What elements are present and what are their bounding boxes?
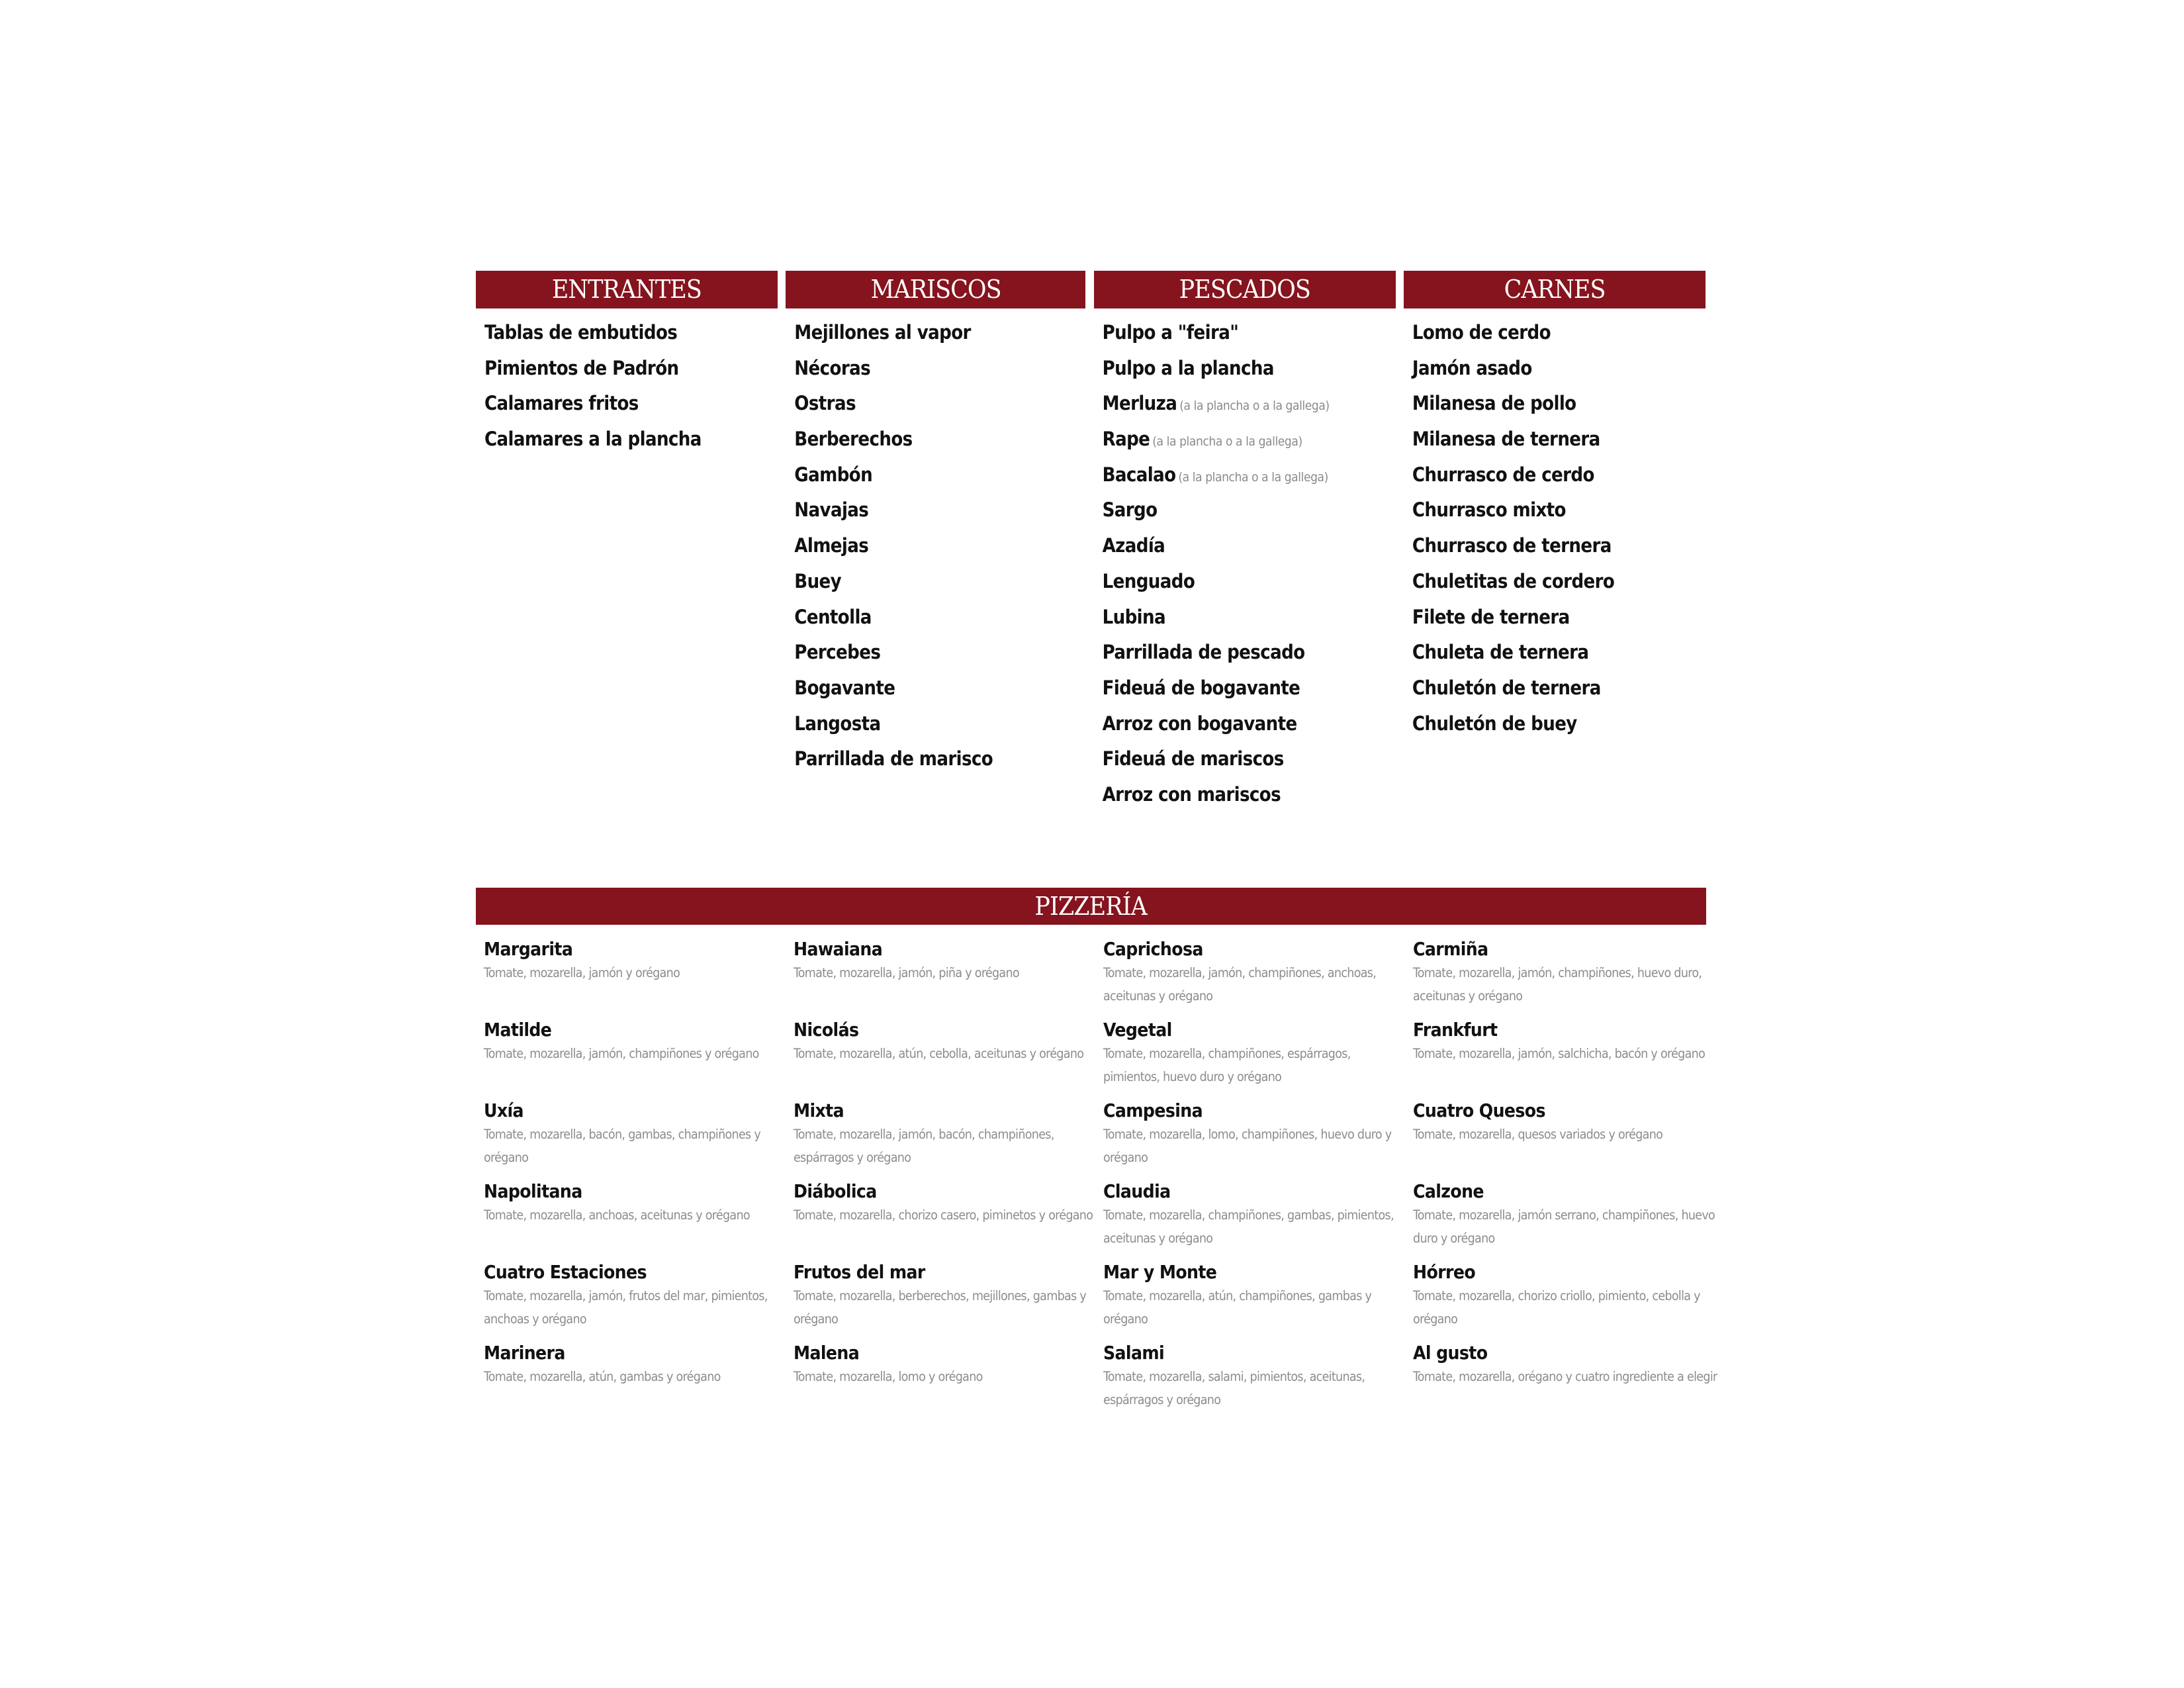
item-name: Langosta [794,712,881,735]
pizza-name: Caprichosa [1103,938,1203,960]
pizza-item [1095,1180,1405,1260]
item-name: Lenguado [1102,569,1195,592]
section-header-entrantes [476,271,778,308]
item-name: Buey [794,569,842,592]
pizza-ingredients: Tomate, mozarella, chorizo casero, piminetos y orégano [794,1207,1093,1223]
item-name: Ostras [794,392,856,415]
menu-item [476,422,778,457]
menu-item [786,457,1085,493]
menu-item [1094,315,1396,351]
pizza-name: Cuatro Estaciones [484,1261,647,1283]
item-name: Parrillada de marisco [794,747,993,771]
pizza-name: Vegetal [1103,1019,1172,1041]
item-name: Arroz con mariscos [1102,782,1281,806]
menu-item [786,635,1085,671]
pizza-ingredients: Tomate, mozarella, anchoas, aceitunas y orégano [484,1207,750,1223]
menu-item [786,492,1085,528]
menu-item [1404,386,1706,422]
item-name: Rape [1102,428,1150,451]
pizza-item [476,937,786,1018]
pizza-item [1405,1018,1706,1099]
pizza-item [786,1018,1095,1099]
menu-item [1094,635,1396,671]
pizza-name: Hórreo [1413,1261,1476,1283]
menu-item [786,600,1085,635]
pizza-ingredients: Tomate, mozarella, jamón, bacón, champiñones, espárragos y orégano [794,1127,1054,1165]
menu-item [1404,564,1706,600]
pizza-name: Al gusto [1413,1342,1488,1364]
pizza-name: Mar y Monte [1103,1261,1217,1283]
pizza-name: Malena [794,1342,860,1364]
menu-item [1094,600,1396,635]
pizza-item [1405,1260,1706,1341]
menu-item [1094,457,1396,493]
pizza-item [476,1260,786,1341]
menu-item [1094,386,1396,422]
item-name: Azadía [1102,534,1165,557]
menu-item [1094,671,1396,706]
item-name: Churrasco de ternera [1412,534,1612,557]
item-name: Arroz con bogavante [1102,712,1297,735]
pizza-ingredients: Tomate, mozarella, atún, gambas y orégano [484,1369,721,1384]
pizza-ingredients: Tomate, mozarella, jamón serrano, champiñones, huevo duro y orégano [1413,1207,1715,1246]
section-header-pizzeria [476,888,1706,925]
pizza-name: Marinera [484,1342,565,1364]
pizza-name: Hawaiana [794,938,883,960]
pizza-name: Napolitana [484,1180,582,1202]
item-name: Fideuá de bogavante [1102,676,1300,699]
pizza-ingredients: Tomate, mozarella, salami, pimientos, aceitunas, espárragos y orégano [1103,1369,1365,1407]
pizza-item [1095,1341,1405,1422]
pizza-name: Uxía [484,1100,523,1121]
pizza-name: Margarita [484,938,573,960]
item-name: Parrillada de pescado [1102,641,1305,664]
item-name: Chuletón de ternera [1412,676,1601,699]
menu-item [1404,671,1706,706]
menu-item [786,564,1085,600]
pizza-ingredients: Tomate, mozarella, bacón, gambas, champiñones y orégano [484,1127,761,1165]
pizza-item [786,1180,1095,1260]
menu-item [1404,492,1706,528]
section-carnes [1404,271,1706,813]
pizza-item [476,1099,786,1180]
section-pizzeria [476,888,1717,1422]
item-name: Chuletón de buey [1412,712,1577,735]
menu-item [786,422,1085,457]
section-title: MARISCOS [870,275,1001,304]
menu-item [1404,457,1706,493]
item-name: Percebes [794,641,881,664]
pizza-item [1095,1260,1405,1341]
menu-item [786,315,1085,351]
item-name: Nécoras [794,356,871,379]
pizza-name: Claudia [1103,1180,1171,1202]
pizza-name: Diábolica [794,1180,877,1202]
pizza-grid [476,925,1717,1422]
menu-item [476,351,778,387]
section-title: PESCADOS [1179,275,1310,304]
menu-item [1094,528,1396,564]
item-list-mariscos [786,308,1085,777]
pizza-item [1405,937,1706,1018]
menu-item [1404,315,1706,351]
section-pescados [1094,271,1396,813]
pizza-ingredients: Tomate, mozarella, jamón, frutos del mar, pimientos, anchoas y orégano [484,1288,768,1327]
pizza-ingredients: Tomate, mozarella, jamón, salchicha, bacón y orégano [1413,1046,1706,1061]
item-name: Calamares a la plancha [484,428,702,451]
pizza-name: Frutos del mar [794,1261,925,1283]
menu-item [1094,741,1396,777]
menu-item [786,706,1085,742]
pizza-item [476,1341,786,1422]
menu-item [786,351,1085,387]
pizza-item [786,1341,1095,1422]
menu-item [786,386,1085,422]
section-title: CARNES [1504,275,1606,304]
pizza-ingredients: Tomate, mozarella, champiñones, gambas, pimientos, aceitunas y orégano [1103,1207,1394,1246]
pizza-item [786,937,1095,1018]
pizza-name: Nicolás [794,1019,859,1041]
section-entrantes [476,271,778,813]
menu-item [786,671,1085,706]
pizza-name: Frankfurt [1413,1019,1498,1041]
item-name: Navajas [794,498,869,522]
item-name: Pulpo a "feira" [1102,321,1239,344]
menu-item [476,315,778,351]
section-header-mariscos [786,271,1085,308]
menu-item [1404,706,1706,742]
item-list-entrantes [476,308,778,457]
item-name: Calamares fritos [484,392,639,415]
pizza-item [786,1099,1095,1180]
item-note: (a la plancha o a la gallega) [1152,434,1302,449]
item-list-carnes [1404,308,1706,741]
pizza-ingredients: Tomate, mozarella, champiñones, espárragos, pimientos, huevo duro y orégano [1103,1046,1351,1084]
menu-item [786,528,1085,564]
pizza-ingredients: Tomate, mozarella, lomo, champiñones, huevo duro y orégano [1103,1127,1392,1165]
section-mariscos [786,271,1085,813]
pizza-ingredients: Tomate, mozarella, jamón, champiñones, anchoas, aceitunas y orégano [1103,965,1377,1004]
pizza-ingredients: Tomate, mozarella, jamón, piña y orégano [794,965,1019,980]
item-name: Bacalao [1102,463,1176,486]
item-name: Gambón [794,463,873,486]
item-name: Pulpo a la plancha [1102,356,1274,379]
menu-item [1404,635,1706,671]
menu-categories [476,271,1706,813]
item-name: Pimientos de Padrón [484,356,679,379]
menu-item [1094,422,1396,457]
item-name: Bogavante [794,676,895,699]
menu-item [1094,492,1396,528]
section-title: ENTRANTES [551,275,702,304]
pizza-ingredients: Tomate, mozarella, jamón, champiñones, huevo duro, aceitunas y orégano [1413,965,1702,1004]
pizza-name: Calzone [1413,1180,1484,1202]
item-name: Berberechos [794,428,913,451]
item-name: Chuleta de ternera [1412,641,1589,664]
pizza-item [1095,1018,1405,1099]
item-name: Centolla [794,605,872,628]
menu-item [476,386,778,422]
pizza-name: Cuatro Quesos [1413,1100,1545,1121]
pizza-item [1405,1180,1715,1260]
pizza-ingredients: Tomate, mozarella, orégano y cuatro ingrediente a elegir [1413,1369,1717,1384]
item-name: Lubina [1102,605,1165,628]
item-name: Merluza [1102,392,1177,415]
pizza-ingredients: Tomate, mozarella, jamón y orégano [484,965,680,980]
pizza-item [1405,1341,1717,1422]
item-name: Fideuá de mariscos [1102,747,1284,771]
menu-item [1404,351,1706,387]
pizza-name: Mixta [794,1100,844,1121]
item-name: Lomo de cerdo [1412,321,1551,344]
pizza-ingredients: Tomate, mozarella, atún, champiñones, gambas y orégano [1103,1288,1372,1327]
pizza-item [476,1180,786,1260]
menu-item [1404,422,1706,457]
menu-item [1404,600,1706,635]
item-name: Almejas [794,534,869,557]
menu-item [1404,528,1706,564]
pizza-ingredients: Tomate, mozarella, jamón, champiñones y orégano [484,1046,759,1061]
item-name: Mejillones al vapor [794,321,971,344]
menu-item [1094,351,1396,387]
menu-item [1094,777,1396,813]
menu-item [1094,706,1396,742]
item-name: Sargo [1102,498,1158,522]
item-name: Chuletitas de cordero [1412,569,1615,592]
section-header-pescados [1094,271,1396,308]
item-name: Milanesa de ternera [1412,428,1600,451]
item-name: Filete de ternera [1412,605,1570,628]
pizza-name: Salami [1103,1342,1165,1364]
section-header-carnes [1404,271,1706,308]
item-name: Jamón asado [1412,356,1532,379]
pizza-ingredients: Tomate, mozarella, chorizo criollo, pimiento, cebolla y orégano [1413,1288,1700,1327]
pizza-item [786,1260,1095,1341]
pizza-item [1095,1099,1405,1180]
menu-item [786,741,1085,777]
pizza-name: Campesina [1103,1100,1203,1121]
pizza-ingredients: Tomate, mozarella, quesos variados y orégano [1413,1127,1663,1142]
menu-item [1094,564,1396,600]
pizza-name: Carmiña [1413,938,1488,960]
pizza-item [1405,1099,1706,1180]
item-list-pescados [1094,308,1396,813]
item-note: (a la plancha o a la gallega) [1179,399,1330,414]
item-name: Milanesa de pollo [1412,392,1576,415]
item-name: Tablas de embutidos [484,321,678,344]
pizza-ingredients: Tomate, mozarella, atún, cebolla, aceitunas y orégano [794,1046,1084,1061]
section-title: PIZZERÍA [1034,892,1148,921]
pizza-ingredients: Tomate, mozarella, lomo y orégano [794,1369,983,1384]
item-note: (a la plancha o a la gallega) [1178,469,1328,485]
pizza-ingredients: Tomate, mozarella, berberechos, mejillones, gambas y orégano [794,1288,1087,1327]
pizza-item [476,1018,786,1099]
pizza-name: Matilde [484,1019,552,1041]
item-name: Churrasco de cerdo [1412,463,1594,486]
item-name: Churrasco mixto [1412,498,1566,522]
pizza-item [1095,937,1405,1018]
